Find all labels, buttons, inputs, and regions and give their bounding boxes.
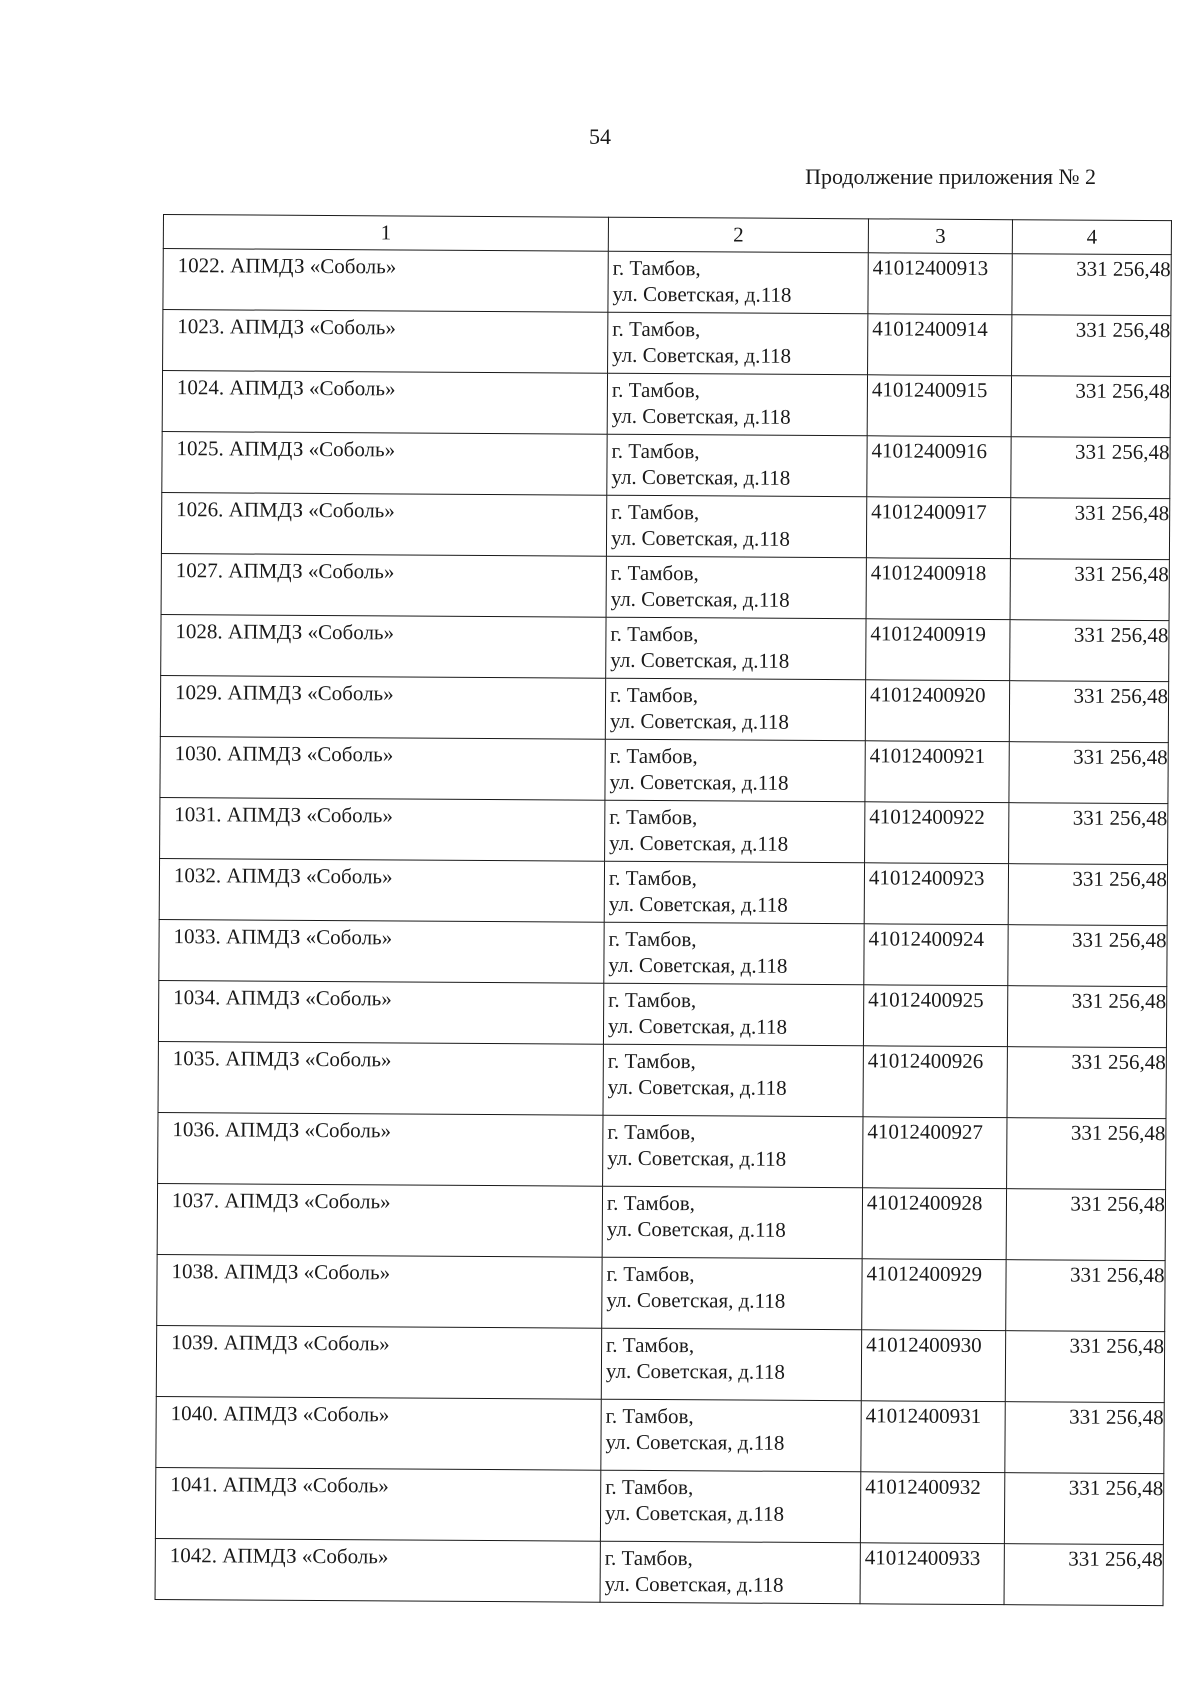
address-cell bbox=[606, 556, 866, 619]
table-row bbox=[155, 1538, 1163, 1605]
cost-cell: 331 256,48 bbox=[1007, 1118, 1166, 1190]
table-row bbox=[155, 1467, 1163, 1544]
table-body bbox=[155, 249, 1171, 1606]
inventory-number-cell: 41012400919 bbox=[866, 619, 1010, 681]
address-city: г. Тамбов, bbox=[604, 1545, 693, 1571]
asset-name-cell: 1040. АПМДЗ «Соболь» bbox=[156, 1396, 601, 1470]
inventory-number-cell: 41012400929 bbox=[862, 1259, 1006, 1331]
table-row bbox=[156, 1325, 1164, 1402]
address-cell bbox=[602, 1186, 862, 1259]
address-cell bbox=[606, 617, 866, 680]
address-cell bbox=[603, 1044, 863, 1117]
address-street: ул. Советская, д.118 bbox=[605, 1429, 785, 1455]
table-row bbox=[159, 858, 1167, 925]
address-street: ул. Советская, д.118 bbox=[612, 281, 792, 307]
table-row bbox=[161, 614, 1169, 681]
address-cell bbox=[605, 678, 865, 741]
address-street: ул. Советская, д.118 bbox=[608, 952, 788, 978]
cost-cell: 331 256,48 bbox=[1012, 254, 1171, 316]
address-cell bbox=[607, 434, 867, 497]
address-street: ул. Советская, д.118 bbox=[609, 708, 789, 734]
table-row bbox=[160, 736, 1168, 803]
asset-name-cell: 1036. АПМДЗ «Соболь» bbox=[158, 1112, 603, 1186]
address-cell bbox=[602, 1257, 862, 1330]
asset-name-cell: 1030. АПМДЗ «Соболь» bbox=[160, 736, 605, 800]
address-street: ул. Советская, д.118 bbox=[610, 647, 790, 673]
asset-name-cell: 1033. АПМДЗ «Соболь» bbox=[159, 919, 604, 983]
assets-table bbox=[155, 214, 1172, 1606]
cost-cell: 331 256,48 bbox=[1010, 620, 1169, 682]
address-city: г. Тамбов, bbox=[606, 1190, 696, 1216]
inventory-number-cell: 41012400914 bbox=[868, 314, 1012, 376]
address-city: г. Тамбов, bbox=[612, 316, 701, 342]
appendix-continuation-label: Продолжение приложения № 2 bbox=[805, 164, 1096, 189]
asset-name-cell: 1029. АПМДЗ «Соболь» bbox=[160, 675, 605, 739]
address-city: г. Тамбов, bbox=[610, 560, 699, 586]
table-row bbox=[160, 675, 1168, 742]
cost-cell: 331 256,48 bbox=[1009, 681, 1168, 743]
address-city: г. Тамбов, bbox=[610, 621, 699, 647]
address-city: г. Тамбов, bbox=[608, 926, 697, 952]
address-street: ул. Советская, д.118 bbox=[605, 1358, 785, 1384]
address-street: ул. Советская, д.118 bbox=[611, 464, 791, 490]
inventory-number-cell: 41012400924 bbox=[864, 924, 1008, 986]
inventory-number-cell: 41012400922 bbox=[865, 802, 1009, 864]
address-city: г. Тамбов, bbox=[605, 1403, 694, 1429]
address-cell bbox=[604, 861, 864, 924]
address-city: г. Тамбов, bbox=[609, 682, 699, 708]
inventory-number-cell: 41012400921 bbox=[865, 741, 1009, 803]
table-row bbox=[158, 980, 1166, 1047]
cost-cell: 331 256,48 bbox=[1004, 1473, 1163, 1545]
table-row bbox=[161, 492, 1169, 559]
column-header-4: 4 bbox=[1012, 220, 1171, 255]
cost-cell: 331 256,48 bbox=[1006, 1189, 1165, 1261]
address-cell bbox=[605, 800, 865, 863]
address-street: ул. Советская, д.118 bbox=[612, 342, 792, 368]
address-street: ул. Советская, д.118 bbox=[607, 1074, 787, 1100]
asset-name-cell: 1022. АПМДЗ «Соболь» bbox=[163, 249, 608, 313]
asset-name-cell: 1025. АПМДЗ «Соболь» bbox=[162, 431, 607, 495]
cost-cell: 331 256,48 bbox=[1010, 559, 1169, 621]
address-city: г. Тамбов, bbox=[611, 377, 701, 403]
address-street: ул. Советская, д.118 bbox=[607, 1013, 788, 1039]
address-street: ул. Советская, д.118 bbox=[610, 525, 791, 551]
address-street: ул. Советская, д.118 bbox=[611, 403, 791, 429]
cost-cell: 331 256,48 bbox=[1009, 742, 1168, 804]
asset-name-cell: 1028. АПМДЗ «Соболь» bbox=[161, 614, 606, 678]
address-street: ул. Советская, д.118 bbox=[607, 1145, 787, 1171]
address-street: ул. Советская, д.118 bbox=[606, 1287, 786, 1313]
inventory-number-cell: 41012400916 bbox=[867, 436, 1011, 498]
column-header-2: 2 bbox=[608, 217, 868, 253]
address-city: г. Тамбов, bbox=[611, 438, 700, 464]
table-row bbox=[162, 431, 1170, 498]
cost-cell: 331 256,48 bbox=[1005, 1331, 1164, 1403]
inventory-number-cell: 41012400926 bbox=[863, 1046, 1007, 1118]
inventory-number-cell: 41012400932 bbox=[860, 1472, 1004, 1544]
address-cell bbox=[603, 1115, 863, 1188]
cost-cell: 331 256,48 bbox=[1009, 803, 1168, 865]
address-cell bbox=[605, 739, 865, 802]
cost-cell: 331 256,48 bbox=[1008, 925, 1167, 987]
asset-name-cell: 1035. АПМДЗ «Соболь» bbox=[158, 1041, 603, 1115]
inventory-number-cell: 41012400928 bbox=[862, 1188, 1006, 1260]
address-street: ул. Советская, д.118 bbox=[606, 1216, 786, 1242]
cost-cell: 331 256,48 bbox=[1011, 437, 1170, 499]
table-row bbox=[158, 1041, 1166, 1118]
table-row bbox=[159, 919, 1167, 986]
cost-cell: 331 256,48 bbox=[1004, 1544, 1163, 1606]
table-row bbox=[157, 1183, 1165, 1260]
table-row bbox=[158, 1112, 1166, 1189]
address-city: г. Тамбов, bbox=[609, 743, 698, 769]
address-city: г. Тамбов, bbox=[607, 1048, 696, 1074]
address-street: ул. Советская, д.118 bbox=[610, 586, 790, 612]
asset-name-cell: 1032. АПМДЗ «Соболь» bbox=[159, 858, 604, 922]
cost-cell: 331 256,48 bbox=[1006, 1260, 1165, 1332]
address-city: г. Тамбов, bbox=[605, 1474, 694, 1500]
inventory-number-cell: 41012400918 bbox=[866, 558, 1010, 620]
address-city: г. Тамбов, bbox=[606, 1261, 695, 1287]
asset-name-cell: 1038. АПМДЗ «Соболь» bbox=[157, 1254, 602, 1328]
address-city: г. Тамбов, bbox=[608, 987, 697, 1013]
cost-cell: 331 256,48 bbox=[1011, 376, 1170, 438]
cost-cell: 331 256,48 bbox=[1007, 986, 1166, 1048]
asset-name-cell: 1026. АПМДЗ «Соболь» bbox=[161, 492, 606, 556]
address-cell bbox=[601, 1399, 861, 1472]
address-cell bbox=[608, 251, 868, 314]
address-cell bbox=[600, 1541, 860, 1604]
table-row bbox=[157, 1254, 1165, 1331]
address-city: г. Тамбов, bbox=[606, 1332, 695, 1358]
inventory-number-cell: 41012400917 bbox=[866, 497, 1010, 559]
address-cell bbox=[604, 922, 864, 985]
inventory-number-cell: 41012400920 bbox=[865, 680, 1009, 742]
asset-name-cell: 1024. АПМДЗ «Соболь» bbox=[162, 371, 607, 435]
address-city: г. Тамбов, bbox=[608, 865, 698, 891]
address-cell bbox=[608, 312, 868, 375]
address-cell bbox=[607, 373, 867, 436]
address-cell bbox=[600, 1470, 860, 1543]
inventory-number-cell: 41012400933 bbox=[860, 1543, 1004, 1605]
table-row bbox=[163, 249, 1171, 316]
inventory-number-cell: 41012400913 bbox=[868, 253, 1012, 315]
address-city: г. Тамбов, bbox=[607, 1119, 696, 1145]
table-row bbox=[160, 797, 1168, 864]
cost-cell: 331 256,48 bbox=[1012, 315, 1171, 377]
inventory-number-cell: 41012400927 bbox=[863, 1117, 1007, 1189]
address-street: ул. Советская, д.118 bbox=[605, 1500, 785, 1526]
inventory-number-cell: 41012400930 bbox=[861, 1330, 1005, 1402]
address-city: г. Тамбов, bbox=[609, 804, 698, 830]
cost-cell: 331 256,48 bbox=[1008, 864, 1167, 926]
table-row bbox=[156, 1396, 1164, 1473]
cost-cell: 331 256,48 bbox=[1005, 1402, 1164, 1474]
asset-name-cell: 1041. АПМДЗ «Соболь» bbox=[155, 1467, 600, 1541]
column-header-3: 3 bbox=[868, 219, 1012, 254]
address-street: ул. Советская, д.118 bbox=[609, 769, 789, 795]
inventory-number-cell: 41012400923 bbox=[864, 863, 1008, 925]
inventory-number-cell: 41012400915 bbox=[867, 375, 1011, 437]
address-city: г. Тамбов, bbox=[612, 255, 701, 281]
asset-name-cell: 1034. АПМДЗ «Соболь» bbox=[158, 980, 603, 1044]
column-header-1: 1 bbox=[163, 215, 608, 252]
asset-name-cell: 1039. АПМДЗ «Соболь» bbox=[156, 1325, 601, 1399]
address-cell bbox=[603, 983, 863, 1046]
cost-cell: 331 256,48 bbox=[1007, 1047, 1166, 1119]
page-number: 54 bbox=[589, 124, 611, 149]
asset-name-cell: 1027. АПМДЗ «Соболь» bbox=[161, 553, 606, 617]
cost-cell: 331 256,48 bbox=[1010, 498, 1169, 560]
address-cell bbox=[606, 495, 866, 558]
address-street: ул. Советская, д.118 bbox=[608, 891, 788, 917]
inventory-number-cell: 41012400931 bbox=[861, 1401, 1005, 1473]
address-cell bbox=[601, 1328, 861, 1401]
asset-name-cell: 1023. АПМДЗ «Соболь» bbox=[163, 310, 608, 374]
table-row bbox=[163, 310, 1171, 377]
address-city: г. Тамбов, bbox=[611, 499, 700, 525]
assets-table-container bbox=[155, 214, 1171, 1606]
address-street: ул. Советская, д.118 bbox=[604, 1571, 784, 1597]
asset-name-cell: 1042. АПМДЗ «Соболь» bbox=[155, 1538, 600, 1602]
address-street: ул. Советская, д.118 bbox=[609, 830, 789, 856]
asset-name-cell: 1037. АПМДЗ «Соболь» bbox=[157, 1183, 602, 1257]
asset-name-cell: 1031. АПМДЗ «Соболь» bbox=[160, 797, 605, 861]
table-row bbox=[161, 553, 1169, 620]
table-row bbox=[162, 371, 1170, 438]
inventory-number-cell: 41012400925 bbox=[863, 985, 1007, 1047]
